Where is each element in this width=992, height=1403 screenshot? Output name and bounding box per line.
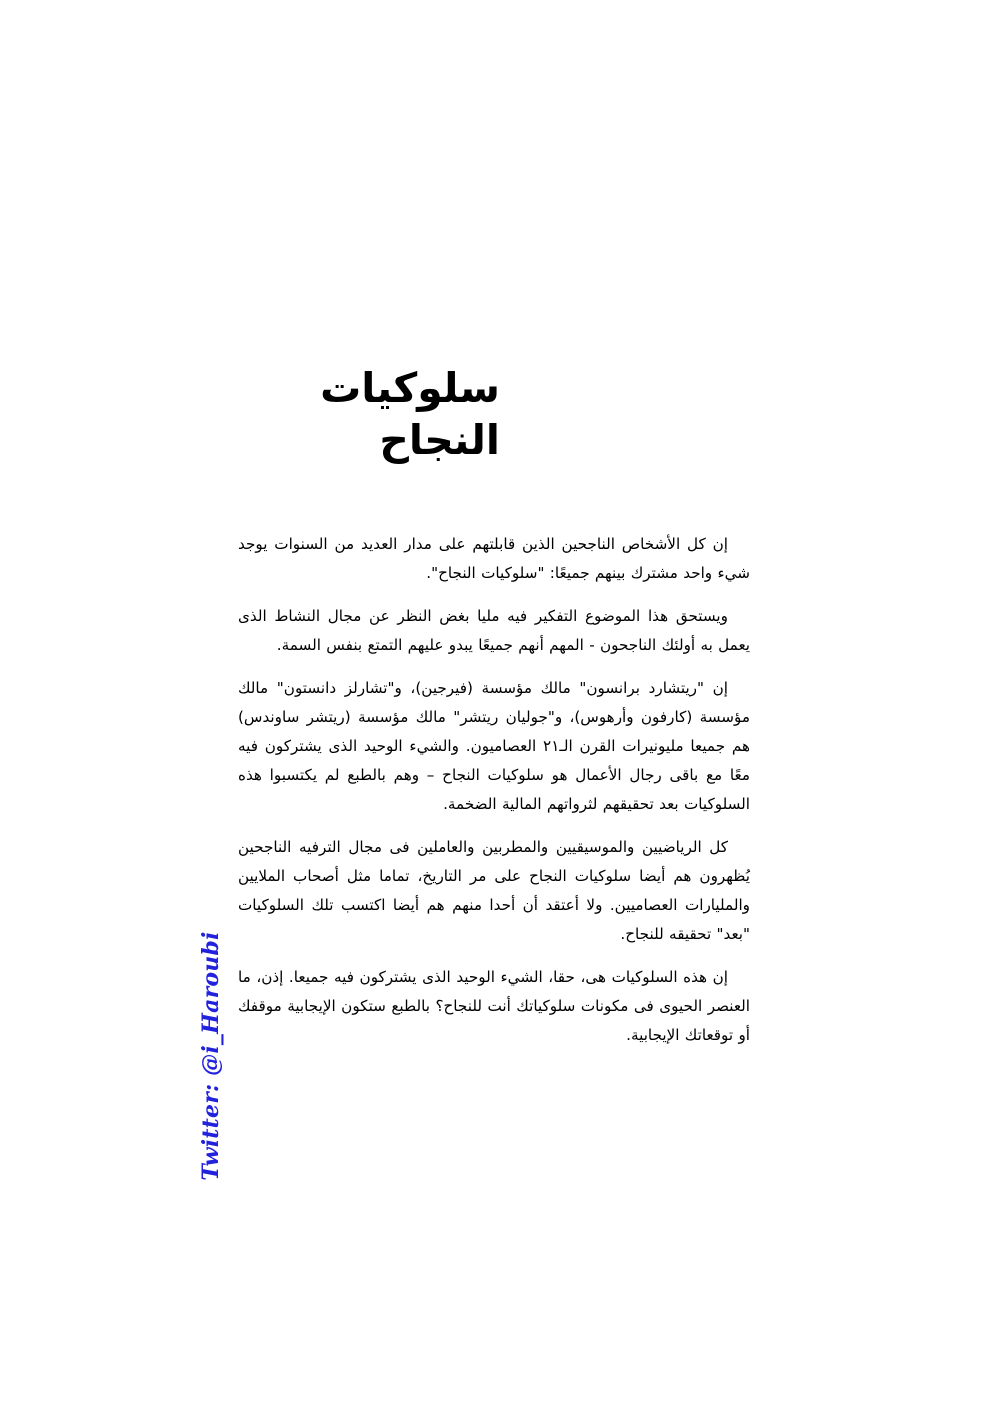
paragraph-4: كل الرياضيين والموسيقيين والمطربين والعاملين فى مجال الترفيه الناجحين يُظهرون هم أيضا سلوكيات النجاح على مر التاريخ، تماما مثل أصحاب الملايين والمليارات العصاميين. ولا أعتقد أن أحدا منهم هم أيضا اكتسب تلك السلوكيات "بعد" تحقيقه للنجاح. bbox=[238, 838, 750, 943]
page-title-text: سلوكيات النجاح bbox=[320, 364, 500, 464]
body-text-column bbox=[238, 530, 750, 1050]
paragraph-3: إن "ريتشارد برانسون" مالك مؤسسة (فيرجين)، و"تشارلز دانستون" مالك مؤسسة (كارفون وأرهوس)، و"جوليان ريتشر" مالك مؤسسة (ريتشر ساوندس) هم جميعا مليونيرات القرن الـ٢١ العصاميون. والشيء الوحيد الذى يشتركون فيه معًا مع باقى رجال الأعمال هو سلوكيات النجاح – وهم بالطبع لم يكتسبوا هذه السلوكيات بعد تحقيقهم لثرواتهم المالية الضخمة. bbox=[238, 679, 750, 813]
paragraph-1: إن كل الأشخاص الناجحين الذين قابلتهم على مدار العديد من السنوات يوجد شيء واحد مشترك بينهم جميعًا: "سلوكيات النجاح". bbox=[238, 535, 750, 582]
paragraph-5: إن هذه السلوكيات هى، حقا، الشيء الوحيد الذى يشتركون فيه جميعا. إذن، ما العنصر الحيوى فى مكونات سلوكياتك أنت للنجاح؟ بالطبع ستكون الإيجابية موقفك أو توقعاتك الإيجابية. bbox=[238, 968, 750, 1044]
watermark bbox=[193, 930, 229, 1181]
page-title bbox=[238, 363, 750, 466]
paragraph-2: ويستحق هذا الموضوع التفكير فيه مليا بغض النظر عن مجال النشاط الذى يعمل به أولئك الناجحون - المهم أنهم جميعًا يبدو عليهم التمتع بنفس السمة. bbox=[238, 607, 750, 654]
watermark-text: Twitter: @i_Haroubi bbox=[198, 930, 224, 1181]
